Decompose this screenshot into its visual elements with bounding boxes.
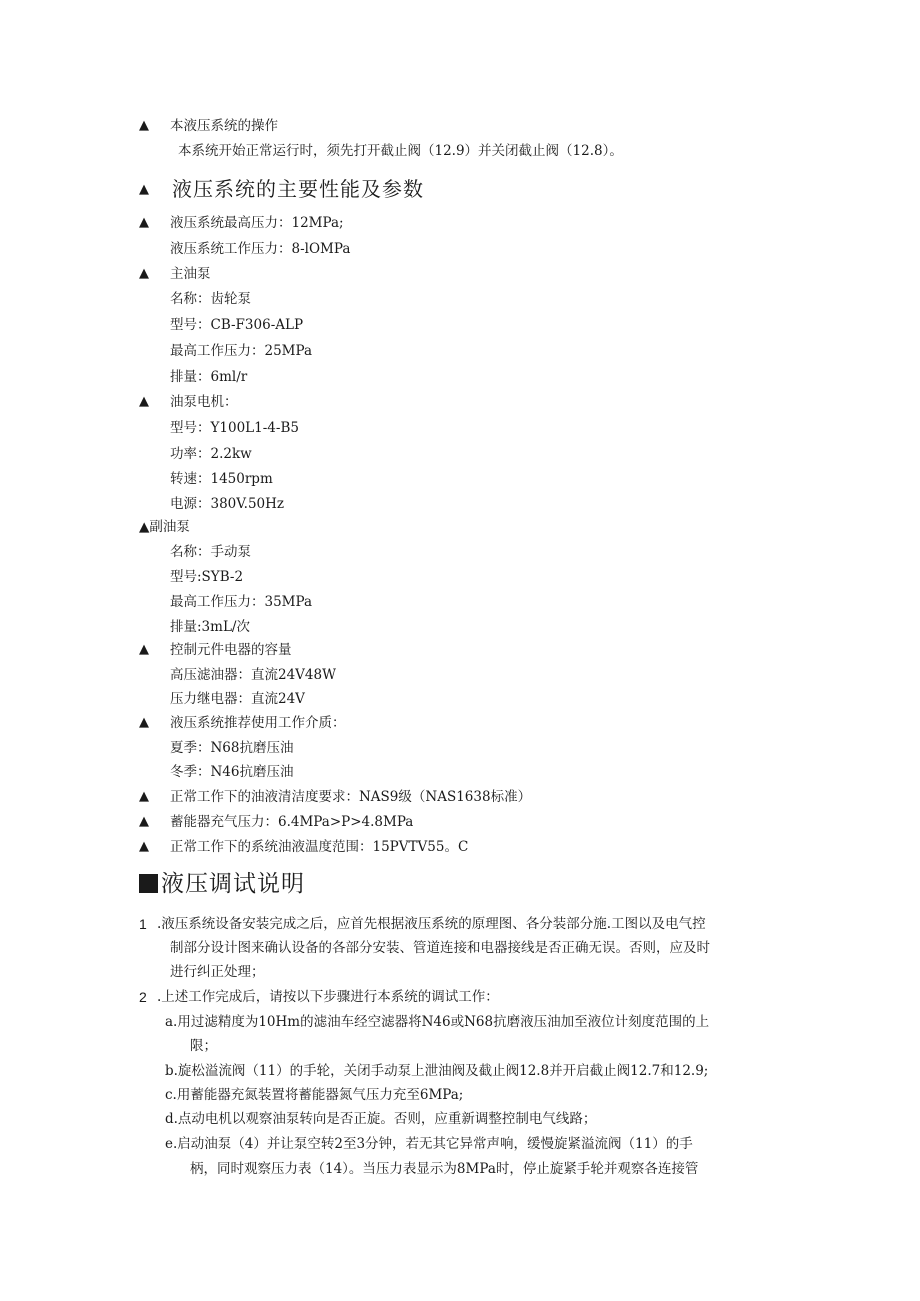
bullet-triangle: ▲: [139, 789, 149, 804]
item1-line3: 进行纠正处理；: [170, 964, 265, 980]
step-b: b.旋松溢流阀（11）的手轮，关闭手动泵上泄油阀及截止阀12.8并开启截止阀12.7和12.9;: [165, 1063, 709, 1079]
motor-speed: 转速：1450rpm: [170, 471, 273, 487]
bullet-triangle: ▲: [139, 118, 149, 133]
medium-title: 液压系统推荐使用工作介质：: [170, 715, 346, 731]
bullet-triangle: ▲: [139, 715, 149, 730]
motor-power: 功率：2.2kw: [170, 446, 252, 462]
control-relay: 压力继电器：直流24V: [170, 691, 305, 707]
medium-summer: 夏季：N68抗磨压油: [170, 740, 294, 756]
step-e-line1: e.启动油泵（4）并让泵空转2至3分钟，若无其它异常声响，缓慢旋紧溢流阀（11）的手: [165, 1136, 693, 1152]
work-system-pressure: 液压系统工作压力：8-lOMPa: [170, 241, 351, 257]
step-a-line1: a.用过滤精度为10Hm的滤油车经空滤器将N46或N68抗磨液压油加至液位计刻度范围的上: [165, 1014, 710, 1030]
motor-supply: 电源：380V.50Hz: [170, 496, 285, 512]
aux-pump-name: 名称：手动泵: [170, 544, 251, 560]
step-e-line2: 柄，同时观察压力表（14）。当压力表显示为8MPa时，停止旋紧手轮并观察各连接管: [190, 1161, 699, 1177]
bullet-triangle: ▲: [139, 215, 149, 230]
bullet-triangle: ▲: [139, 182, 149, 197]
cleanliness-requirement: 正常工作下的油液清洁度要求：NAS9级（NAS1638标准）: [170, 789, 532, 805]
bullet-triangle: ▲: [139, 839, 149, 854]
medium-winter: 冬季：N46抗磨压油: [170, 764, 294, 780]
main-pump-title: 主油泵: [170, 266, 211, 282]
main-pump-model: 型号：CB-F306-ALP: [170, 317, 304, 333]
accumulator-pressure: 蓄能器充气压力：6.4MPa>P>4.8MPa: [170, 814, 414, 830]
item1-line2: 制部分设计图来确认设备的各部分安装、管道连接和电器接线是否正确无误。否则，应及时: [170, 940, 710, 956]
control-filter: 高压滤油器：直流24V48W: [170, 667, 336, 683]
main-pump-displacement: 排量：6ml∕r: [170, 369, 248, 385]
aux-pump-model: 型号:SYB-2: [170, 569, 244, 585]
bullet-triangle: ▲: [139, 394, 149, 409]
section-operation-title: 本液压系统的操作: [170, 118, 278, 134]
control-title: 控制元件电器的容量: [170, 642, 292, 658]
aux-pump-title: ▲副油泵: [139, 519, 190, 535]
section-performance-title: 液压系统的主要性能及参数: [172, 177, 424, 201]
bullet-triangle: ▲: [139, 642, 149, 657]
item2-line1: .上述工作完成后，请按以下步骤进行本系统的调试工作：: [157, 989, 499, 1005]
motor-title: 油泵电机：: [170, 394, 238, 410]
debug-heading-text: 液压调试说明: [161, 871, 305, 897]
item-number: 1: [139, 916, 147, 932]
aux-pump-displacement: 排量:3mL/次: [170, 619, 250, 635]
bullet-triangle: ▲: [139, 266, 149, 281]
debug-heading: [139, 869, 305, 899]
step-d: d.点动电机以观察油泵转向是否正旋。否则，应重新调整控制电气线路；: [165, 1111, 597, 1127]
item1-line1: .液压系统设备安装完成之后，应首先根据液压系统的原理图、各分装部分施.工图以及电气控: [157, 916, 706, 932]
square-bullet-icon: [139, 874, 158, 893]
step-c: c.用蓄能器充氮装置将蓄能器氮气压力充至6MPa;: [165, 1087, 464, 1103]
operation-text: 本系统开始正常运行时，须先打开截止阀（12.9）并关闭截止阀（12.8）。: [178, 143, 623, 159]
aux-pump-max-pressure: 最高工作压力：35MPa: [170, 594, 313, 610]
motor-model: 型号：Y100L1-4-B5: [170, 420, 299, 436]
max-system-pressure: 液压系统最高压力：12MPa;: [170, 215, 344, 231]
step-a-line2: 限；: [190, 1038, 217, 1054]
item-number: 2: [139, 989, 147, 1005]
main-pump-name: 名称：齿轮泵: [170, 291, 251, 307]
oil-temperature-range: 正常工作下的系统油液温度范围：15PVTV55。C: [170, 839, 469, 855]
main-pump-max-pressure: 最高工作压力：25MPa: [170, 343, 313, 359]
bullet-triangle: ▲: [139, 814, 149, 829]
